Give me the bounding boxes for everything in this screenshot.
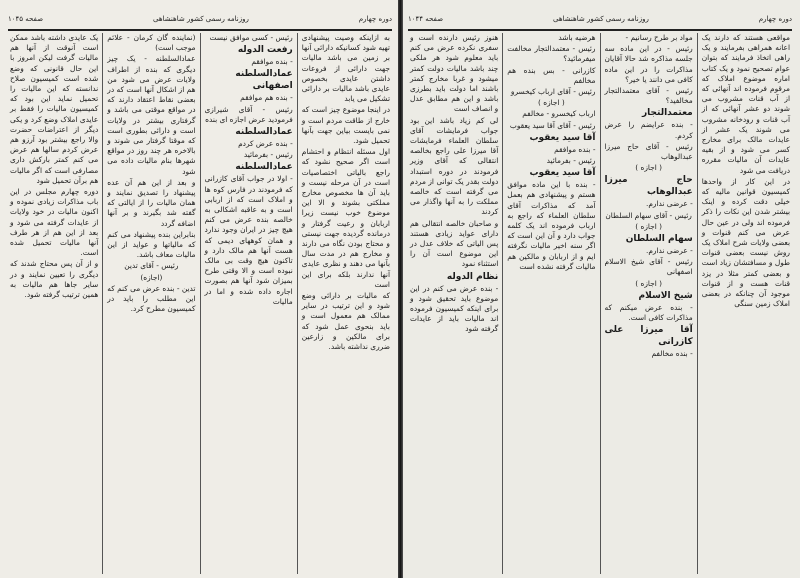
paragraph: - بنده موافقم [554,144,596,154]
paragraph: رئیس - آقای سهام السلطان [605,210,692,220]
paragraph: لی کم زیاد باشد این بود جواب فرمایشات آقای سلطان العلماء فرمایشات آقا میرزا علی راجع بخالصه انتقالی که آقای وزیر فرمودند در دوره استبداد دولت بقدر یک توانی از مردم می گرفته است که خالصه مملکت را به آنها واگذار می کردند [410,115,499,217]
paragraph: رئیس - بفرمائید [243,150,293,160]
paragraph: (اجازه) [140,272,163,282]
speaker-heading: آقا سید یعقوب [529,132,596,143]
speaker-heading: شیخ الاسلام [638,290,693,301]
text-column [102,33,199,574]
text-column [6,33,102,574]
paragraph: ( اجازه ) [635,221,663,231]
paragraph: ( اجازه ) [635,278,663,288]
page-volume: دوره چهارم [758,15,792,23]
speaker-heading: نظام الدوله [446,271,499,282]
right-page-columns [406,33,794,574]
text-column [502,33,599,574]
left-page-header [8,13,392,25]
page-number: صفحه ۱۰۴۵ [8,15,44,23]
text-column [200,33,297,574]
speaker-heading: عمادالسلطنه [235,162,293,173]
paragraph: رئیس - آقای معتمدالتجار مخالفید؟ [604,86,693,106]
paragraph: رئیس - کسی موافق نیست [209,33,293,42]
paragraph: رئیس - آقای شیخ الاسلام اصفهانی [604,257,693,277]
text-column [297,33,394,574]
paragraph: یک عایدی داشته باشد ممکن است آنوقت از آنها هم مالیات گرفت لیکن امروز با این حال قانونی که وضع شده است کمیسیون صلاح ندانسته که این مالیات را تحمیل نماید این بود که کمیسیون مالیات را فقط بر عایدی املاک وضع کرد و یکی دیگر از اعتراضات حضرت والا راجع بیشتر بود آرزو هم عرض کردم سالها هم عرض می کنم کمتر بارکش داری مصارفی است که اگر مالیات هم برآن تحمیل شود [10,33,99,185]
paragraph: (نماینده گان کرمان - علائم موجب است) [107,33,196,53]
paragraph: - بنده عرایضم را عرض کردم. [604,120,693,140]
speaker-heading: عمادالسلطنه [235,127,293,138]
page-volume: دوره چهارم [358,15,392,23]
paragraph: - اولا در جواب آقای کازرانی که فرمودند در فارس کوه ها و املاک است که از اربابی است و به عاقبه اشکالی به خالصه بنده عرض می کنم هیچ چیز در ایران وجود ندارد و همان کوههای دیمی که هست آنها هم مالک دارد و تاکنون هیچ وقت بی مالک نبوده است و الا وقتی طرح بمیزان شود آنها هم بصورت اجاره داده شده و اما در مالیات [204,174,293,306]
page-number: صفحه ۱۰۴۴ [408,15,444,23]
speaker-heading: رفعت الدوله [237,45,293,56]
paragraph: - بنده مخالفم [651,349,693,359]
speaker-heading: معتمدالتجار [642,108,693,119]
paragraph: - عرضی ندارم. [645,199,693,209]
paragraph: به ازاینکه وصیت پیشنهادی تهیه شود کسانیکه دارائی آنها بر زمین می باشد مالیات جهت دارائی از فروعات داشتن عایدی بخصوص عایدی باشد مالیات بر دارائی تشکیل می یابد [301,33,390,104]
speaker-heading: آقا سید یعقوب [529,168,596,179]
paragraph: تدین - بنده عرض می کنم که این مطلب را باید در کمیسیون مطرح کرد. [107,283,196,314]
paragraph: در این کار از واحدها کمیسیون قوانین مالیه که خیلی دقت کرده و اینک بیشتر شدن این نکات را ذکر فرموده اند ولی در عین حال عرض می کنم قنوات و بعضی ولایات شرح املاک یک روش نیست بعضی قنوات طول و مسافتشان زیاد است و بعضی کمتر مثلا در یزد قنات هست و از قنوات موجود آن چنانکه در بعضی املاک زمین سنگی [701,176,790,309]
newspaper-title: روزنامه رسمی کشور شاهنشاهی [153,15,249,23]
paragraph: رئیس - آقای آقا سید یعقوب [509,120,596,130]
paragraph: بنابراین بنده پیشنهاد می کنم که مالیاتها و عواید از این مالیات معاف باشد. [107,229,196,260]
newspaper-title: روزنامه رسمی کشور شاهنشاهی [553,15,649,23]
paragraph: که مالیات بر دارائی وضع شود و این ترتیب در سایر ممالک هم معمول است و باید بنحوی عمل شود که برای مالکین و زارعین ضرری نداشته باشد. [301,291,390,352]
paragraph: رئیس - آقای شیرازی فرمودید عرض اجازه ای بنده [204,104,293,124]
paragraph: و از آن پس محتاج شدند که دیگری را تعیین نمایند و در سایر جاها هم مالیات به همین ترتیب گرفته شود. [10,259,99,300]
paragraph: در اینجا موضوع چیز است که خارج از طاقت مردم است و نمی بایست بیاین جهت بآنها تحمیل شود. [301,105,390,146]
paragraph: رئیس - بفرمائید [546,156,596,166]
paragraph: - بنده موافقم [251,57,293,67]
speaker-heading: سهام السلطان [625,234,693,245]
paragraph: - بنده عرض کردم [238,139,293,149]
header-rule [8,29,392,31]
paragraph: ( اجازه ) [635,163,663,173]
paragraph: - بنده با این ماده موافق هستم و پیشنهادی هم بعمل آمد که مذاکرات آقای سلطان العلماء که راجع به ارباب فرموده اند یک کلمه جواب دارد و آن این است که اگر سنه اخیر مالیات نگرفته ایم و از اربابان و مالکین هم مالیات گرفته نشده است [507,180,596,271]
paragraph: رئیس - آقای تدین [124,261,179,271]
right-page [400,0,800,578]
paragraph: کازرانی - بس بنده هم مخالفم [507,65,596,85]
paragraph: اول مسئله انتظام و احتشام است اگر صحیح نشود که راجع بالیاتی اختصاصیات است در آن مرحله نیست و باید آن ها مخصوص مخارج مملکتی بشوند و الا این موضوع خوب نیست زیرا اربابان و رعیت گرفتار و درمانده گردیده جهت نیستی و محتاج بودن نگاه می دارند و مخارج هم در مدت سال بآنها می دهند و نظری عایدی آنها ندارند بلکه برای این است [301,147,390,289]
paragraph: - بنده هم موافقم [240,93,293,103]
paragraph: مواد بر طرح رسانیم - [625,33,693,42]
paragraph: رئیس - معتمدالتجار مخالفت میفرمائید؟ [507,44,596,64]
speaker-heading: عمادالسلطنه اصفهانی [235,69,293,92]
paragraph: هرضیه باشد [558,33,596,42]
paragraph: رئیس - آقای حاج میرزا عبدالوهاب [604,141,693,162]
paragraph: هنوز رئیس دارنده است و سفری نکرده عرض می کنم باید معلوم شود هر ملکی چند باشد مالیات دولت کمتر میشود و غربا مخارج کمتر باشند اما دولت باید بطرزی باشد و این هم مطابق عدل و انصاف است [410,33,499,114]
paragraph: رئیس - در این ماده سه جلسه مذاکره شد حالا آقایان مذاکرات را در این ماده کافی می دانند یا خیر؟ [604,44,693,84]
paragraph: - بنده عرض می کنم در این موضوع باید تحقیق شود و برای اینکه کمیسیون فرموده اند مالیات باید از عایدات گرفته شود [410,283,499,334]
paragraph: دوره چهارم مجلس در این باب مذاکرات زیادی نموده و اکنون مالیات در خود ولایات از عایدات گرفته می شود و بعد از این هم از هر طرف آنها مالیات تحمیل شده است. [10,187,99,258]
right-page-header [408,13,792,25]
paragraph: و بعد از این هم آن عده پیشنهاد را تصدیق نمایند و همان مالیات را از ایالتی که گفته شد بگیرند و بر آنها اضافه گردد [107,177,196,228]
text-column [697,33,794,574]
speaker-heading: حاج میرزا عبدالوهاب [604,175,693,198]
paragraph: ارباب کیخسرو - مخالفم [522,109,596,119]
header-rule [408,29,792,31]
book-spine [398,0,403,578]
paragraph: - بنده عرض میکنم که مذاکرات کافی است. [604,302,693,323]
speaker-heading: آقا میرزا علی کازرانی [604,325,693,348]
paragraph: عمادالسلطنه - یک چیز دیگری که بنده از اطراف ولایات عرض می شود من هم از اشکال آنها است که در بعضی نقاط اعتقاد دارند که در مواقع موقتی می باشد و گرفتاری بیشتر در ولایات است و دارائی بطوری است که موقتا گرفتار می شوند و بالاخره هر چند روز در مواقع شهرها بنام مالیات داده می شود [107,54,196,176]
paragraph: مواقعی هستند که دارند یک اعانه همراهی بفرمایند و یک راهی اتخاذ فرمایند که بتوان عوام تصحیح نمود و یک کتاب اماره موضوع املاک که مرقوم فرموده اند آنهائی که از آب قنات مشروب می شوند دو عشر آنهائی که از آب قنات و رودخانه مشروب می شوند یک عشر از عایدات مالک برای مخارج کسر می شود و از بقیه عایدات آن مالیات مقرره دریافت می شود [701,33,790,175]
paragraph: ( اجازه ) [537,98,565,108]
paragraph: - عرضی ندارم. [645,246,693,256]
text-column [600,33,697,574]
left-page-columns [6,33,394,574]
paragraph: و صاحبان خالصه انتقالی هم دارای عواید زیادی هستند پس الیاتی که خلاف عدل در این موضوع است آن را استثناء نمود [410,218,499,269]
paragraph: رئیس - آقای ارباب کیخسرو [510,87,596,97]
text-column [406,33,502,574]
